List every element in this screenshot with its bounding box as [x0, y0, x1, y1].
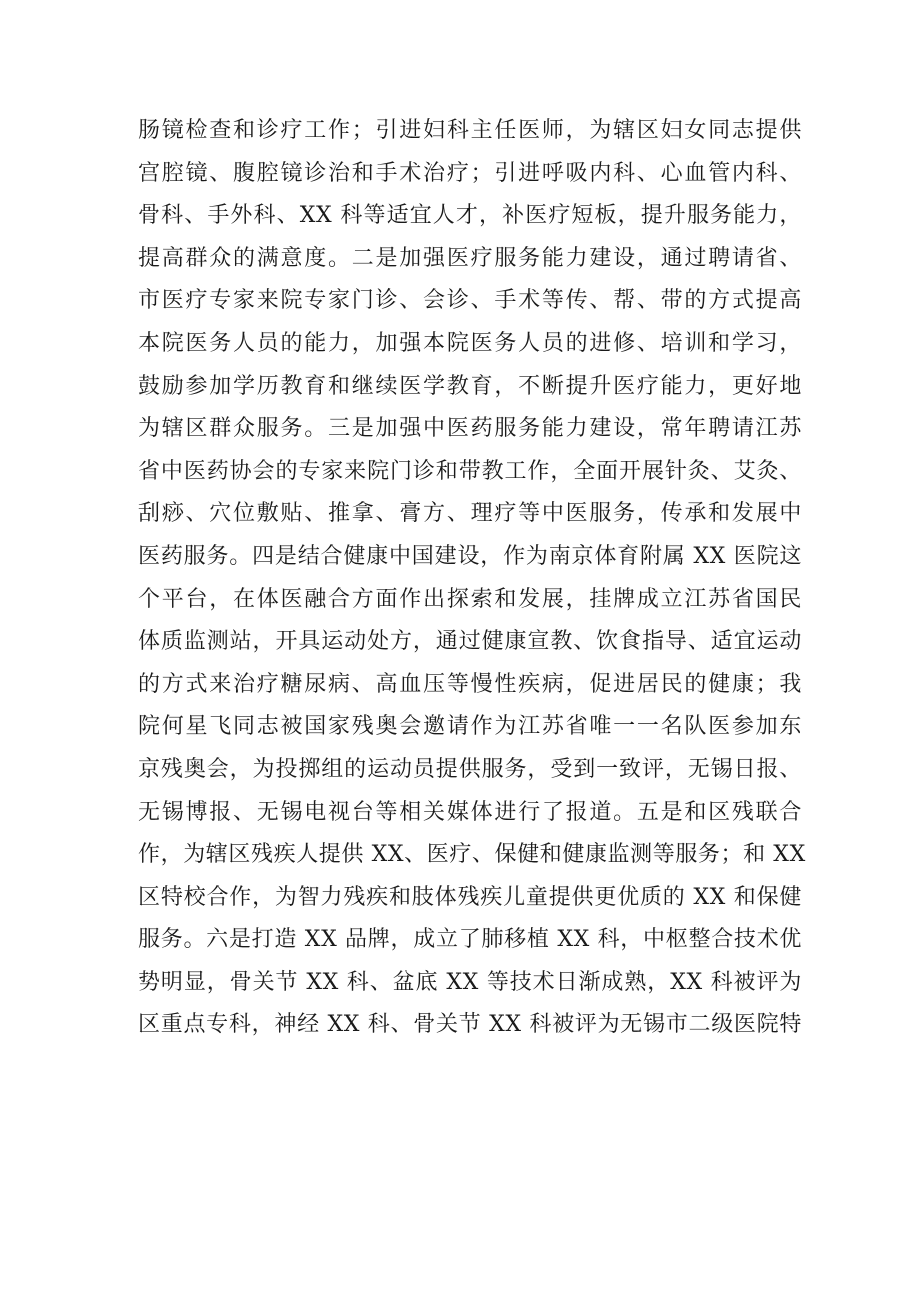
text-line-22: 区重点专科，神经 XX 科、骨关节 XX 科被评为无锡市二级医院特 [138, 1012, 802, 1038]
text-line-11: 医药服务。四是结合健康中国建设，作为南京体育附属 XX 医院这 [138, 543, 802, 569]
text-line-13: 体质监测站，开具运动处方，通过健康宣教、饮食指导、适宜运动 [138, 629, 802, 655]
text-line-19: 区特校合作，为智力残疾和肢体残疾儿童提供更优质的 XX 和保健 [138, 884, 802, 910]
text-line-12: 个平台，在体医融合方面作出探索和发展，挂牌成立江苏省国民 [138, 586, 802, 612]
text-line-7: 鼓励参加学历教育和继续医学教育，不断提升医疗能力，更好地 [138, 373, 802, 399]
text-line-5: 市医疗专家来院专家门诊、会诊、手术等传、帮、带的方式提高 [138, 288, 802, 314]
text-line-20: 服务。六是打造 XX 品牌，成立了肺移植 XX 科，中枢整合技术优 [138, 927, 802, 953]
text-line-1: 肠镜检查和诊疗工作；引进妇科主任医师，为辖区妇女同志提供 [138, 118, 802, 143]
body-paragraph [138, 110, 806, 1047]
text-line-6: 本院医务人员的能力，加强本院医务人员的进修、培训和学习， [138, 330, 802, 356]
text-line-21: 势明显，骨关节 XX 科、盆底 XX 等技术日渐成熟，XX 科被评为 [138, 969, 802, 995]
text-line-4: 提高群众的满意度。二是加强医疗服务能力建设，通过聘请省、 [138, 245, 802, 271]
text-line-2: 宫腔镜、腹腔镜诊治和手术治疗；引进呼吸内科、心血管内科、 [138, 160, 802, 186]
text-line-9: 省中医药协会的专家来院门诊和带教工作，全面开展针灸、艾灸、 [138, 458, 802, 484]
text-line-18: 作，为辖区残疾人提供 XX、医疗、保健和健康监测等服务；和 XX [138, 842, 806, 868]
text-line-14: 的方式来治疗糖尿病、高血压等慢性疾病，促进居民的健康；我 [138, 671, 802, 697]
text-line-10: 刮痧、穴位敷贴、推拿、膏方、理疗等中医服务，传承和发展中 [138, 501, 802, 527]
text-line-8: 为辖区群众服务。三是加强中医药服务能力建设，常年聘请江苏 [138, 416, 802, 442]
text-line-17: 无锡博报、无锡电视台等相关媒体进行了报道。五是和区残联合 [138, 799, 802, 825]
text-line-16: 京残奥会，为投掷组的运动员提供服务，受到一致评，无锡日报、 [138, 756, 802, 782]
text-line-3: 骨科、手外科、XX 科等适宜人才，补医疗短板，提升服务能力， [138, 203, 802, 229]
text-line-15: 院何星飞同志被国家残奥会邀请作为江苏省唯一一名队医参加东 [138, 714, 802, 740]
